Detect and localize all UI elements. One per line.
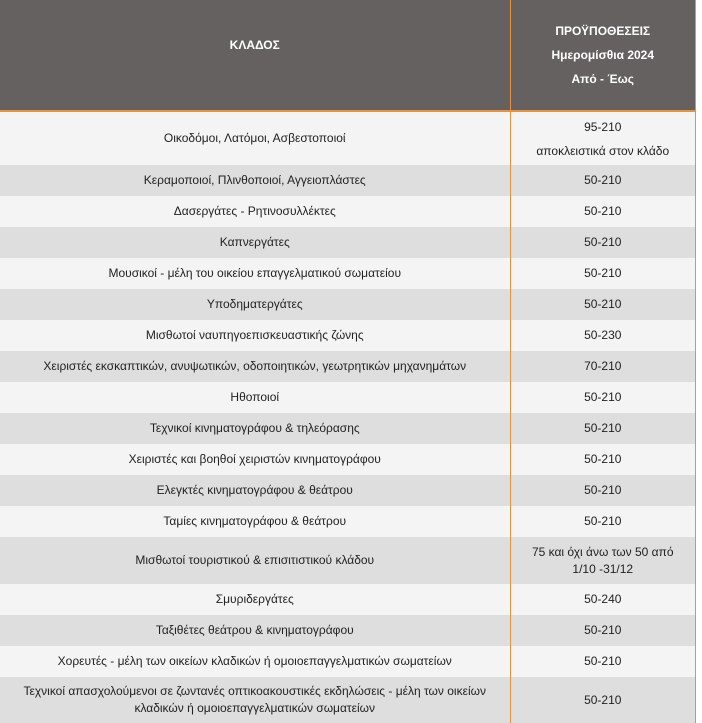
sector-cell: Κεραμοποιοί, Πλινθοποιοί, Αγγειοπλάστες bbox=[0, 165, 510, 196]
table-row bbox=[0, 382, 695, 413]
value-note: 1/10 -31/12 bbox=[572, 561, 634, 576]
sector-text: Τεχνικοί απασχολούμενοι σε ζωντανές οπτικοακουστικές εκδηλώσεις - μέλη των οικείων bbox=[23, 684, 486, 698]
value-cell bbox=[510, 111, 695, 165]
header-sector: ΚΛΑΔΟΣ bbox=[0, 0, 510, 111]
value-cell: 50-240 bbox=[510, 584, 695, 615]
sector-cell: Οικοδόμοι, Λατόμοι, Ασβεστοποιοί bbox=[0, 111, 510, 165]
value-cell: 50-210 bbox=[510, 289, 695, 320]
value-cell bbox=[510, 537, 695, 584]
sector-cell: Τεχνικοί κινηματογράφου & τηλεόρασης bbox=[0, 413, 510, 444]
table-row bbox=[0, 320, 695, 351]
table-row bbox=[0, 506, 695, 537]
header-conditions-subtitle: Ημερομίσθια 2024 bbox=[551, 48, 655, 62]
value-cell: 50-210 bbox=[510, 444, 695, 475]
table-row bbox=[0, 413, 695, 444]
sector-cell: Ταξιθέτες θεάτρου & κινηματογράφου bbox=[0, 615, 510, 646]
sector-cell: Μισθωτοί ναυπηγοεπισκευαστικής ζώνης bbox=[0, 320, 510, 351]
value-text: 75 και όχι άνω των 50 από bbox=[531, 544, 674, 559]
sector-text-line2: κλαδικών ή ομοιοεπαγγελματικών σωματείων bbox=[134, 701, 376, 715]
value-cell: 50-210 bbox=[510, 196, 695, 227]
sector-cell: Καπνεργάτες bbox=[0, 227, 510, 258]
value-cell: 50-210 bbox=[510, 382, 695, 413]
sector-cell: Δασεργάτες - Ρητινοσυλλέκτες bbox=[0, 196, 510, 227]
table-row bbox=[0, 444, 695, 475]
table-row bbox=[0, 227, 695, 258]
value-cell: 50-210 bbox=[510, 165, 695, 196]
sector-cell: Ηθοποιοί bbox=[0, 382, 510, 413]
table-row bbox=[0, 289, 695, 320]
value-cell: 50-210 bbox=[510, 646, 695, 677]
header-conditions-title: ΠΡΟΫΠΟΘΕΣΕΙΣ bbox=[555, 24, 651, 38]
sector-cell: Χειριστές εκσκαπτικών, ανυψωτικών, οδοποιητικών, γεωτρητικών μηχανημάτων bbox=[0, 351, 510, 382]
sector-cell: Ταμίες κινηματογράφου & θεάτρου bbox=[0, 506, 510, 537]
value-cell: 50-210 bbox=[510, 677, 695, 723]
table-row bbox=[0, 351, 695, 382]
sector-cell: Χειριστές και βοηθοί χειριστών κινηματογράφου bbox=[0, 444, 510, 475]
table-row bbox=[0, 258, 695, 289]
table-row bbox=[0, 584, 695, 615]
value-cell: 50-210 bbox=[510, 615, 695, 646]
table-row bbox=[0, 646, 695, 677]
value-cell: 50-230 bbox=[510, 320, 695, 351]
value-text: 95-210 bbox=[584, 119, 622, 134]
value-cell: 50-210 bbox=[510, 506, 695, 537]
table-row bbox=[0, 677, 695, 723]
table-row bbox=[0, 196, 695, 227]
value-cell: 50-210 bbox=[510, 413, 695, 444]
value-note: αποκλειστικά στον κλάδο bbox=[536, 143, 670, 158]
table-row bbox=[0, 537, 695, 584]
table-row bbox=[0, 165, 695, 196]
value-cell: 70-210 bbox=[510, 351, 695, 382]
header-conditions bbox=[510, 0, 695, 111]
table-row bbox=[0, 111, 695, 165]
value-cell: 50-210 bbox=[510, 258, 695, 289]
header-conditions-range: Από - Έως bbox=[571, 72, 634, 86]
sector-cell: Χορευτές - μέλη των οικείων κλαδικών ή ομοιοεπαγγελματικών σωματείων bbox=[0, 646, 510, 677]
table-header-row bbox=[0, 0, 695, 111]
table-row bbox=[0, 475, 695, 506]
sector-cell: Σμυριδεργάτες bbox=[0, 584, 510, 615]
sector-cell: Υποδηματεργάτες bbox=[0, 289, 510, 320]
sector-cell: Μισθωτοί τουριστικού & επισιτιστικού κλάδου bbox=[0, 537, 510, 584]
sector-cell: Μουσικοί - μέλη του οικείου επαγγελματικού σωματείου bbox=[0, 258, 510, 289]
sector-cell bbox=[0, 677, 510, 723]
table-row bbox=[0, 615, 695, 646]
sector-cell: Ελεγκτές κινηματογράφου & θεάτρου bbox=[0, 475, 510, 506]
value-cell: 50-210 bbox=[510, 227, 695, 258]
value-cell: 50-210 bbox=[510, 475, 695, 506]
